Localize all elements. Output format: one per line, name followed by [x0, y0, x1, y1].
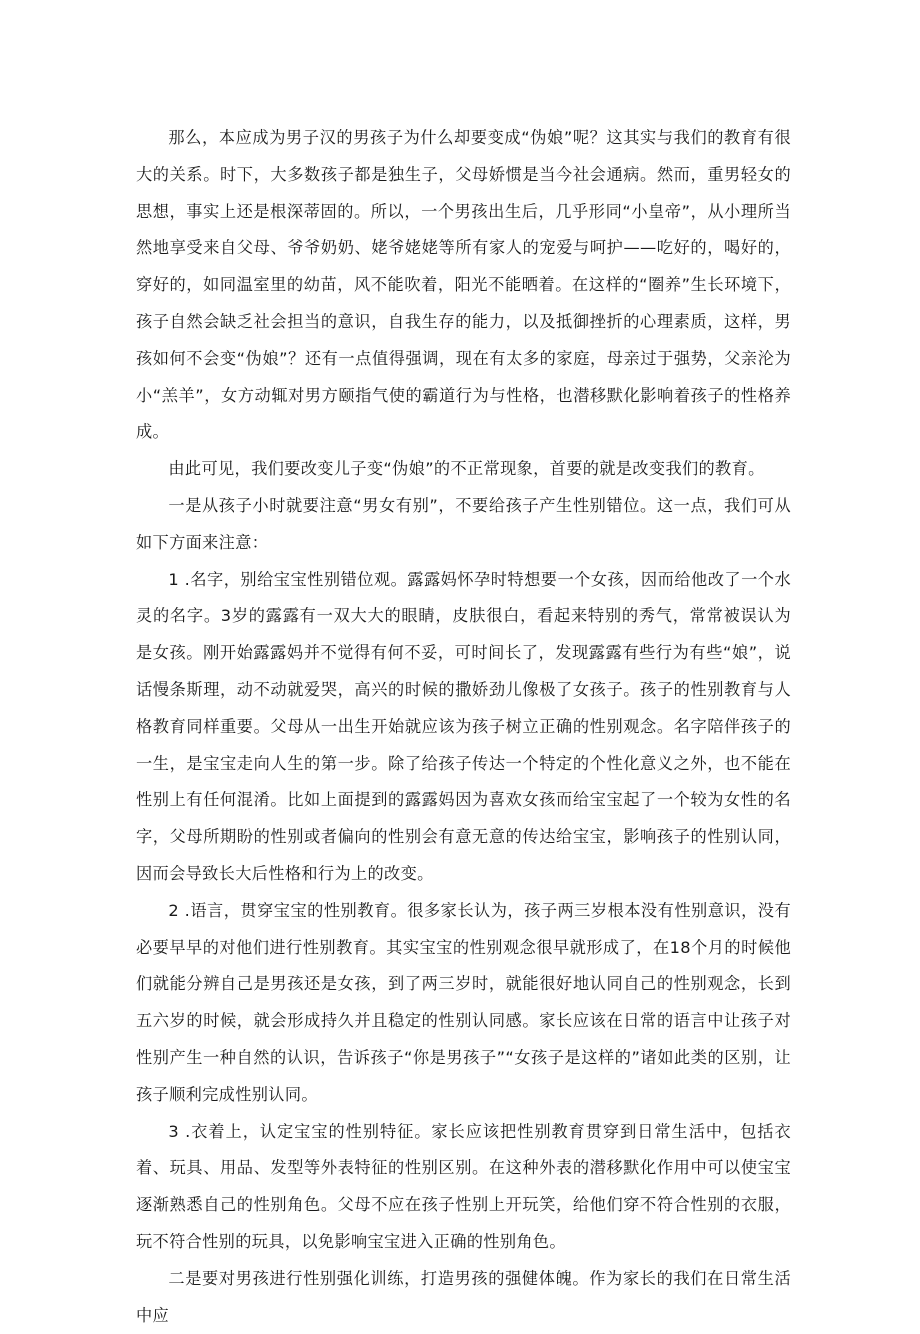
- paragraph-item-clothing: 3 .衣着上，认定宝宝的性别特征。家长应该把性别教育贯穿到日常生活中，包括衣着、玩具、用品、发型等外表特征的性别区别。在这种外表的潜移默化作用中可以使宝宝逐渐熟悉自己的性别角色。父母不应在孩子性别上开玩笑，给他们穿不符合性别的衣服，玩不符合性别的玩具，以免影响宝宝进入正确的性别角色。: [136, 1121, 791, 1251]
- paragraph-item-language: 2 .语言，贯穿宝宝的性别教育。很多家长认为，孩子两三岁根本没有性别意识，没有必要早早的对他们进行性别教育。其实宝宝的性别观念很早就形成了，在18个月的时候他们就能分辨自己是男孩还是女孩，到了两三岁时，就能很好地认同自己的性别观念，长到五六岁的时候，就会形成持久并且稳定的性别认同感。家长应该在日常的语言中让孩子对性别产生一种自然的认识，告诉孩子“你是男孩子”“女孩子是这样的”诸如此类的区别，让孩子顺利完成性别认同。: [136, 900, 791, 1104]
- paragraph-conclusion: 由此可见，我们要改变儿子变“伪娘”的不正常现象，首要的就是改变我们的教育。: [168, 459, 765, 479]
- paragraph-point-one: 一是从孩子小时就要注意“男女有别”，不要给孩子产生性别错位。这一点，我们可从如下方面来注意：: [136, 495, 791, 552]
- paragraph-item-name: 1 .名字，别给宝宝性别错位观。露露妈怀孕时特想要一个女孩，因而给他改了一个水灵的名字。3岁的露露有一双大大的眼睛，皮肤很白，看起来特别的秀气，常常被误认为是女孩。刚开始露露妈并不觉得有何不妥，可时间长了，发现露露有些行为有些“娘”，说话慢条斯理，动不动就爱哭，高兴的时候的撒娇劲儿像极了女孩子。孩子的性别教育与人格教育同样重要。父母从一出生开始就应该为孩子树立正确的性别观念。名字陪伴孩子的一生，是宝宝走向人生的第一步。除了给孩子传达一个特定的个性化意义之外，也不能在性别上有任何混淆。比如上面提到的露露妈因为喜欢女孩而给宝宝起了一个较为女性的名字，父母所期盼的性别或者偏向的性别会有意无意的传达给宝宝，影响孩子的性别认同，因而会导致长大后性格和行为上的改变。: [136, 569, 791, 883]
- article-body: [136, 120, 791, 1334]
- paragraph-intro: 那么，本应成为男子汉的男孩子为什么却要变成“伪娘”呢？这其实与我们的教育有很大的关系。时下，大多数孩子都是独生子，父母娇惯是当今社会通病。然而，重男轻女的思想，事实上还是根深蒂固的。所以，一个男孩出生后，几乎形同“小皇帝”，从小理所当然地享受来自父母、爷爷奶奶、姥爷姥姥等所有家人的宠爱与呵护——吃好的，喝好的，穿好的，如同温室里的幼苗，风不能吹着，阳光不能晒着。在这样的“圈养”生长环境下，孩子自然会缺乏社会担当的意识，自我生存的能力，以及抵御挫折的心理素质，这样，男孩如何不会变“伪娘”？还有一点值得强调，现在有太多的家庭，母亲过于强势，父亲沦为小“羔羊”，女方动辄对男方颐指气使的霸道行为与性格，也潜移默化影响着孩子的性格养成。: [136, 128, 791, 442]
- paragraph-point-two: 二是要对男孩进行性别强化训练，打造男孩的强健体魄。作为家长的我们在日常生活中应: [136, 1268, 791, 1325]
